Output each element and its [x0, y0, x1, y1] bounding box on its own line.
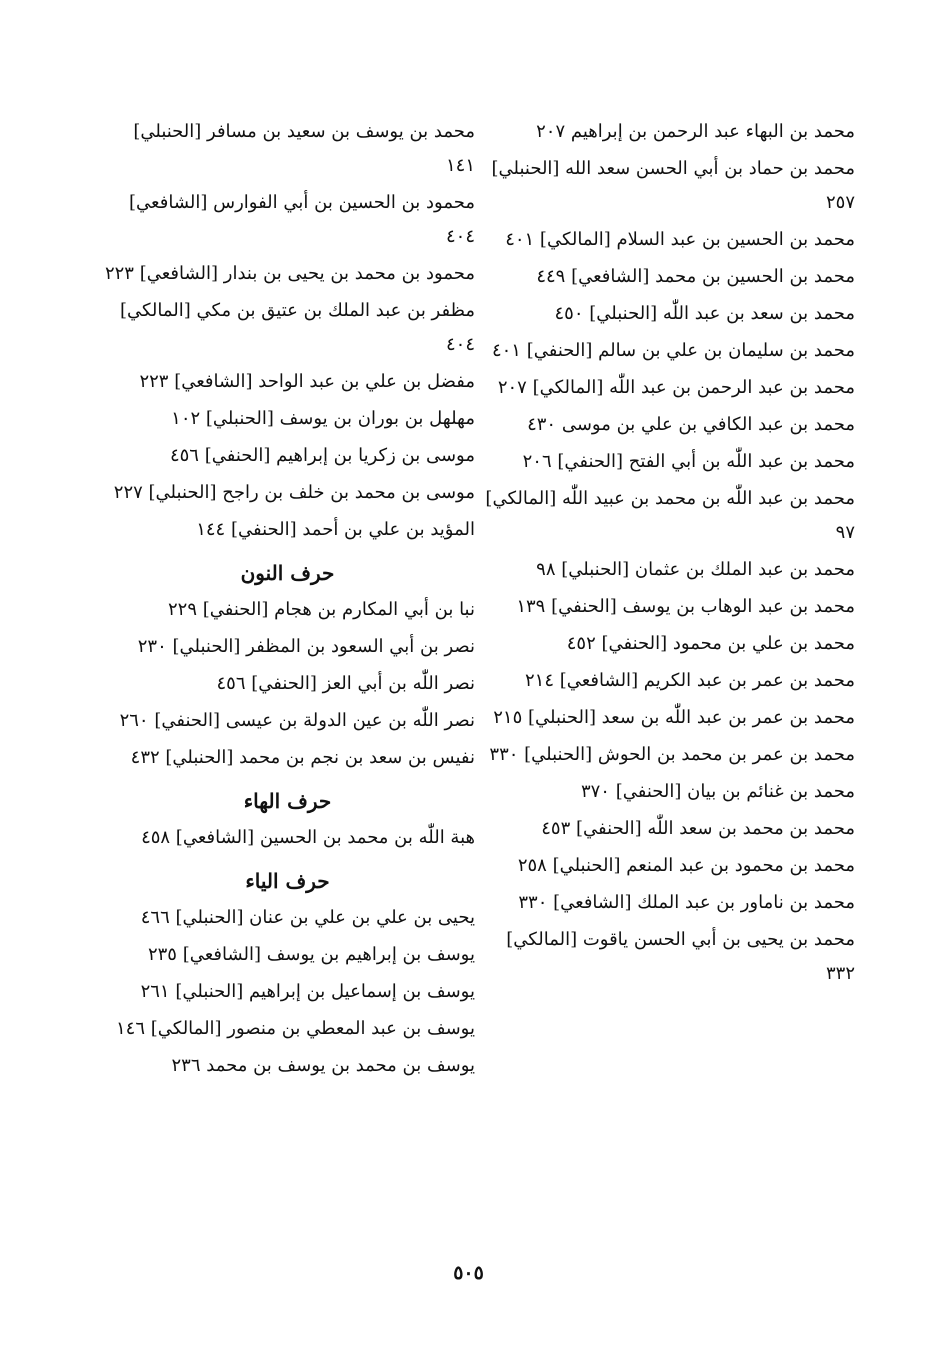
- index-entry: [480, 775, 855, 809]
- entry-text: محمد بن عمر بن عبد الكريم [الشافعي] ٢١٤: [524, 670, 855, 691]
- index-entry: [480, 701, 855, 735]
- index-entry: [100, 821, 475, 855]
- index-entry: [480, 482, 855, 550]
- index-entry: [100, 365, 475, 399]
- entry-text: مظفر بن عبد الملك بن عتيق بن مكي [المالكي] ٤٠٤: [119, 300, 475, 355]
- index-entry: [100, 1012, 475, 1046]
- entry-text: هبة اللّٰه بن محمد بن الحسين [الشافعي] ٤٥٨: [141, 827, 475, 848]
- index-entry: [480, 223, 855, 257]
- entry-text: محمد بن محمد بن سعد اللّٰه [الحنفي] ٤٥٣: [541, 818, 855, 839]
- index-entry: [100, 1049, 475, 1083]
- index-entry: [480, 408, 855, 442]
- entry-text: محمد بن عبد الوهاب بن يوسف [الحنفي] ١٣٩: [516, 596, 855, 617]
- index-entry: [480, 812, 855, 846]
- entry-text: محمد بن الحسين بن عبد السلام [المالكي] ٤٠١: [505, 229, 855, 250]
- right-column: [480, 115, 855, 994]
- entry-text: محمد بن عمر بن محمد بن الحوش [الحنبلي] ٣٣٠: [489, 744, 855, 765]
- entry-text: المؤيد بن علي بن أحمد [الحنفي] ١٤٤: [196, 519, 475, 540]
- entry-text: يحيى بن علي بن علي بن عنان [الحنبلي] ٤٦٦: [140, 907, 475, 928]
- entry-text: محمد بن عبد الرحمن بن عبد اللّٰه [المالكي] ٢٠٧: [497, 377, 855, 398]
- section-heading-ha: حرف الهاء: [243, 789, 332, 813]
- entry-text: محمود بن الحسين بن أبي الفوارس [الشافعي] ٤٠٤: [129, 192, 475, 247]
- entry-text: محمد بن عبد اللّٰه بن محمد بن عبيد اللّٰه [المالكي] ٩٧: [485, 488, 855, 543]
- index-entry: [100, 186, 475, 254]
- index-entry: [480, 627, 855, 661]
- entry-text: موسى بن محمد بن خلف بن راجح [الحنبلي] ٢٢٧: [113, 482, 475, 503]
- index-entry: [480, 590, 855, 624]
- index-entry: [100, 294, 475, 362]
- entry-text: محمد بن عمر بن عبد اللّٰه بن سعد [الحنبلي] ٢١٥: [493, 707, 855, 728]
- index-entry: [480, 297, 855, 331]
- entry-text: محمد بن ناماور بن عبد الملك [الشافعي] ٣٣٠: [518, 892, 855, 913]
- entry-text: مفضل بن علي بن عبد الواحد [الشافعي] ٢٢٣: [139, 371, 475, 392]
- index-entry: [480, 664, 855, 698]
- entry-text: نصر بن أبي السعود بن المظفر [الحنبلي] ٢٣٠: [137, 636, 475, 657]
- index-entry: [100, 593, 475, 627]
- entry-text: نبا بن أبي المكارم بن هجام [الحنفي] ٢٢٩: [167, 599, 475, 620]
- left-column: [100, 115, 475, 1086]
- index-entry: [100, 257, 475, 291]
- entry-text: يوسف بن محمد بن يوسف بن محمد ٢٣٦: [171, 1055, 475, 1076]
- index-entry: [100, 402, 475, 436]
- entry-text: محمد بن عبد الكافي بن علي بن موسى ٤٣٠: [527, 414, 855, 435]
- page-number: ٥٠٥: [453, 1262, 484, 1284]
- index-entry: [480, 886, 855, 920]
- entry-text: محمد بن عبد اللّٰه بن أبي الفتح [الحنفي] ٢٠٦: [522, 451, 855, 472]
- entry-text: يوسف بن إبراهيم بن يوسف [الشافعي] ٢٣٥: [147, 944, 475, 965]
- index-entry: [480, 152, 855, 220]
- entry-text: محمد بن غنائم بن بيان [الحنفي] ٣٧٠: [580, 781, 855, 802]
- entry-text: محمد بن سعد بن عبد اللّٰه [الحنبلي] ٤٥٠: [554, 303, 855, 324]
- entry-text: محمد بن علي بن محمود [الحنفي] ٤٥٢: [566, 633, 855, 654]
- index-entry: [480, 553, 855, 587]
- entry-text: محمد بن سليمان بن علي بن سالم [الحنفي] ٤٠١: [491, 340, 855, 361]
- index-entry: [480, 260, 855, 294]
- index-entry: [100, 741, 475, 775]
- index-entry: [100, 630, 475, 664]
- index-entry: [100, 704, 475, 738]
- index-entry: [100, 901, 475, 935]
- entry-text: محمد بن يوسف بن سعيد بن مسافر [الحنبلي] ١٤١: [133, 121, 475, 176]
- entry-text: يوسف بن إسماعيل بن إبراهيم [الحنبلي] ٢٦١: [140, 981, 475, 1002]
- index-entry: [480, 738, 855, 772]
- entry-text: نفيس بن سعد بن نجم بن محمد [الحنبلي] ٤٣٢: [130, 747, 475, 768]
- entry-text: مهلهل بن بوران بن يوسف [الحنبلي] ١٠٢: [171, 408, 475, 429]
- index-entry: [480, 334, 855, 368]
- index-entry: [100, 115, 475, 183]
- entry-text: محمد بن البهاء عبد الرحمن بن إبراهيم ٢٠٧: [536, 121, 855, 142]
- entry-text: نصر اللّٰه بن عين الدولة بن عيسى [الحنفي] ٢٦٠: [119, 710, 475, 731]
- entry-text: محمد بن يحيى بن أبي الحسن ياقوت [المالكي] ٣٣٢: [506, 929, 855, 984]
- entry-text: محمد بن عبد الملك بن عثمان [الحنبلي] ٩٨: [536, 559, 855, 580]
- index-entry: [480, 371, 855, 405]
- index-entry: [480, 923, 855, 991]
- entry-text: موسى بن زكريا بن إبراهيم [الحنفي] ٤٥٦: [169, 445, 475, 466]
- index-entry: [100, 938, 475, 972]
- index-entry: [100, 975, 475, 1009]
- entry-text: محمود بن محمد بن يحيى بن بندار [الشافعي] ٢٢٣: [104, 263, 475, 284]
- index-entry: [100, 513, 475, 547]
- entry-text: محمد بن حماد بن أبي الحسن سعد الله [الحنبلي] ٢٥٧: [491, 158, 855, 213]
- index-entry: [100, 476, 475, 510]
- entry-text: محمد بن الحسين بن محمد [الشافعي] ٤٤٩: [536, 266, 855, 287]
- index-entry: [480, 849, 855, 883]
- index-entry: [480, 445, 855, 479]
- entry-text: محمد بن محمود بن عبد المنعم [الحنبلي] ٢٥٨: [517, 855, 855, 876]
- section-heading-ya: حرف الياء: [245, 869, 330, 893]
- index-entry: [480, 115, 855, 149]
- index-entry: [100, 439, 475, 473]
- entry-text: نصر اللّٰه بن أبي العز [الحنفي] ٤٥٦: [216, 673, 475, 694]
- entry-text: يوسف بن عبد المعطي بن منصور [المالكي] ١٤٦: [115, 1018, 475, 1039]
- section-heading-nun: حرف النون: [240, 561, 335, 585]
- index-entry: [100, 667, 475, 701]
